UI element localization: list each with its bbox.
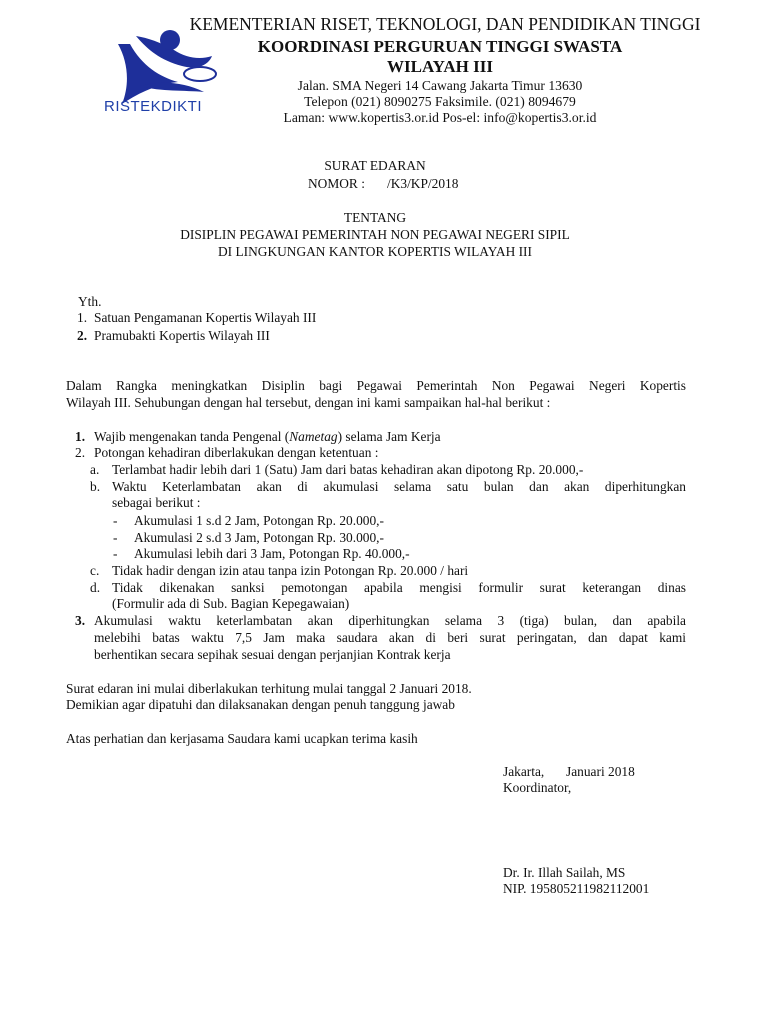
intro-line-1: Dalam Rangka meningkatkan Disiplin bagi Pegawai Pemerintah Non Pegawai Negeri Kopertis <box>66 378 686 393</box>
point-1-text: Wajib mengenakan tanda Pengenal (Nametag) selama Jam Kerja <box>94 429 441 444</box>
sub-2-dash: - <box>113 530 118 545</box>
point-3-num: 3. <box>75 613 86 628</box>
number-label: NOMOR : <box>308 176 365 191</box>
region-title: WILAYAH III <box>387 57 493 76</box>
address-line: Jalan. SMA Negeri 14 Cawang Jakarta Timur 13630 <box>297 78 583 93</box>
item-a-text: Terlambat hadir lebih dari 1 (Satu) Jam dari batas kehadiran akan dipotong Rp. 20.000,- <box>112 462 584 477</box>
item-d-label: d. <box>90 580 101 595</box>
phone-line: Telepon (021) 8090275 Faksimile. (021) 8094679 <box>304 94 576 109</box>
item-a-label: a. <box>90 462 100 477</box>
point-1-num: 1. <box>75 429 86 444</box>
thanks-statement: Atas perhatian dan kerjasama Saudara kami ucapkan terima kasih <box>66 731 418 746</box>
signature-place: Jakarta, <box>503 764 545 779</box>
doc-type: SURAT EDARAN <box>324 158 426 173</box>
sub-1-text: Akumulasi 1 s.d 2 Jam, Potongan Rp. 20.000,- <box>134 513 384 528</box>
logo-text: RISTEKDIKTI <box>104 98 203 115</box>
item-c-label: c. <box>90 563 100 578</box>
point-3-line-1: Akumulasi waktu keterlambatan akan diperhitungkan selama 3 (tiga) bulan, dan apabila <box>94 613 686 628</box>
item-d-line-2: (Formulir ada di Sub. Bagian Kepegawaian) <box>112 596 350 611</box>
subject-line-2: DI LINGKUNGAN KANTOR KOPERTIS WILAYAH III <box>218 244 532 259</box>
about-label: TENTANG <box>343 210 407 225</box>
point-3-line-3: berhentikan secara sepihak sesuai dengan perjanjian Kontrak kerja <box>94 647 451 662</box>
comply-statement: Demikian agar dipatuhi dan dilaksanakan dengan penuh tanggung jawab <box>66 697 455 712</box>
item-b-label: b. <box>90 479 101 494</box>
number-value: /K3/KP/2018 <box>387 176 459 191</box>
signatory-nip: NIP. 195805211982112001 <box>503 881 650 896</box>
item-c-text: Tidak hadir dengan izin atau tanpa izin Potongan Rp. 20.000 / hari <box>112 563 469 578</box>
signature-date: Januari 2018 <box>566 764 635 779</box>
point-3-line-2: melebihi batas waktu 7,5 Jam maka saudara akan di beri surat peringatan, dan dapat kami <box>94 630 686 645</box>
sub-2-text: Akumulasi 2 s.d 3 Jam, Potongan Rp. 30.000,- <box>134 530 384 545</box>
recipient-1: Satuan Pengamanan Kopertis Wilayah III <box>94 310 317 325</box>
recipient-1-num: 1. <box>77 310 88 325</box>
institution-title: KOORDINASI PERGURUAN TINGGI SWASTA <box>257 37 623 56</box>
signatory-name: Dr. Ir. Illah Sailah, MS <box>503 865 626 880</box>
sub-1-dash: - <box>113 513 118 528</box>
salutation: Yth. <box>78 294 102 309</box>
item-d-line-1: Tidak dikenakan sanksi pemotongan apabila mengisi formulir surat keterangan dinas <box>112 580 686 595</box>
sub-3-text: Akumulasi lebih dari 3 Jam, Potongan Rp. 40.000,- <box>134 546 410 561</box>
web-line: Laman: www.kopertis3.or.id Pos-el: info@kopertis3.or.id <box>283 110 597 125</box>
item-b-line-2: sebagai berikut : <box>112 495 201 510</box>
ministry-title: KEMENTERIAN RISET, TEKNOLOGI, DAN PENDIDIKAN TINGGI <box>189 14 701 34</box>
effective-statement: Surat edaran ini mulai diberlakukan terhitung mulai tanggal 2 Januari 2018. <box>66 681 472 696</box>
point-2-num: 2. <box>75 445 86 460</box>
recipient-2: Pramubakti Kopertis Wilayah III <box>94 328 270 343</box>
subject-line-1: DISIPLIN PEGAWAI PEMERINTAH NON PEGAWAI NEGERI SIPIL <box>180 227 570 242</box>
sub-3-dash: - <box>113 546 118 561</box>
signature-role: Koordinator, <box>503 780 572 795</box>
item-b-line-1: Waktu Keterlambatan akan di akumulasi selama satu bulan dan akan diperhitungkan <box>112 479 686 494</box>
point-2-text: Potongan kehadiran diberlakukan dengan ketentuan : <box>94 445 379 460</box>
recipient-2-num: 2. <box>77 328 88 343</box>
intro-line-2: Wilayah III. Sehubungan dengan hal tersebut, dengan ini kami sampaikan hal-hal berikut : <box>66 395 551 410</box>
